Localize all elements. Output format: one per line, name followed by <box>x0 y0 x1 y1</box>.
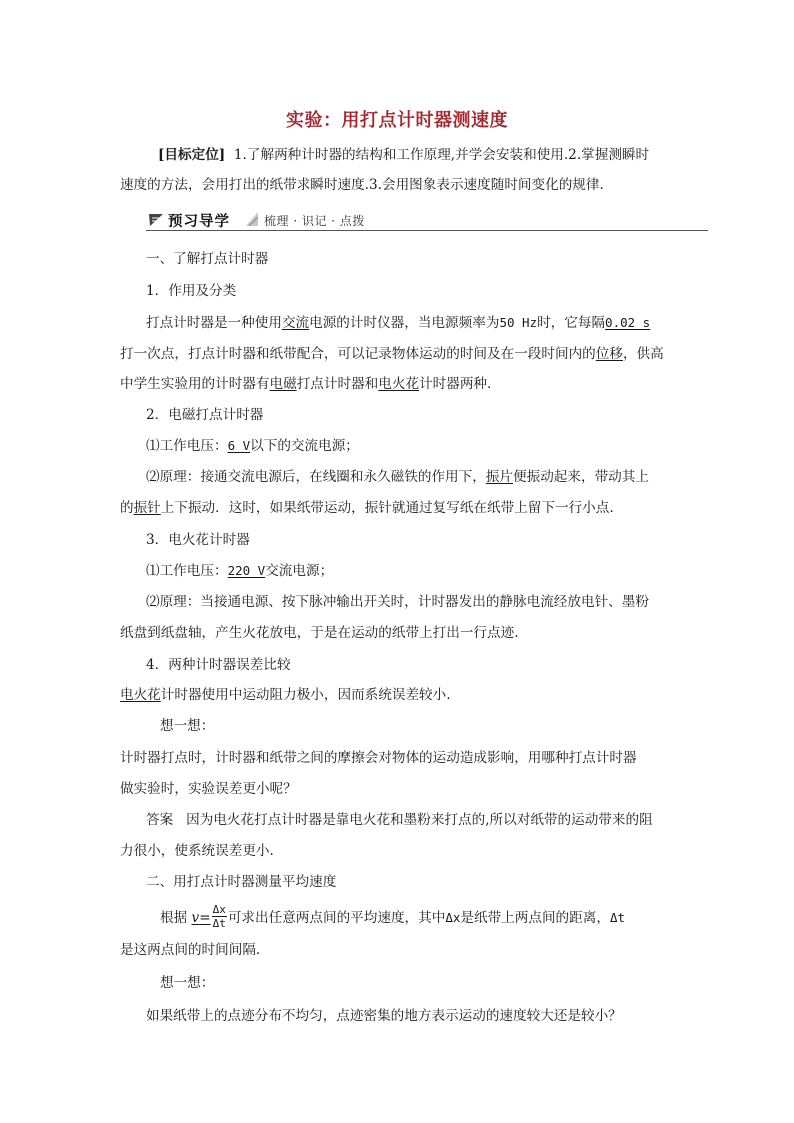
text-run: 可求出任意两点间的平均速度，其中 <box>227 910 446 926</box>
text-run: 计时器两种. <box>419 376 492 392</box>
formula-velocity: v <box>191 910 200 926</box>
fill-in-answer: 电火花 <box>378 376 420 392</box>
text-run: Δt <box>609 910 625 925</box>
formula-equals: = <box>199 910 211 926</box>
objective-line-2: 速度的方法，会用打出的纸带求瞬时速度.3.会用图象表示速度随时间变化的规律. <box>120 177 604 193</box>
s3-voltage <box>146 561 706 581</box>
s1-line-1 <box>146 313 706 333</box>
section-mark-icon <box>148 211 164 227</box>
fraction-numerator: Δx <box>212 903 226 916</box>
s1-line-2 <box>120 344 680 364</box>
objective-label: [目标定位] <box>158 147 226 163</box>
text-run: ⑴工作电压： <box>146 563 228 579</box>
fill-in-answer: 振片 <box>485 469 514 485</box>
text-run: 上下振动．这时，如果纸带运动，振针就通过复写纸在纸带上留下一行小点. <box>160 500 614 516</box>
text-run: ⑴工作电压： <box>146 438 228 454</box>
text-run: ，供高 <box>622 346 664 362</box>
text-run: 打点计时器是一种使用 <box>146 315 282 331</box>
objective-line-1 <box>158 145 718 165</box>
think1-question-2: 做实验时，实验误差更小呢？ <box>120 781 297 797</box>
text-run: 打一次点，打点计时器和纸带配合，可以记录物体运动的时间及在一段时间内的 <box>120 346 596 362</box>
s2-principle-2 <box>120 498 680 518</box>
s2-principle-1 <box>146 467 706 487</box>
s1-line-3 <box>120 374 680 394</box>
text-run: 50 Hz <box>499 315 538 330</box>
text-run: ⑵原理：接通交流电源后，在线圈和永久磁铁的作用下， <box>146 469 486 485</box>
text-run: 计时器使用中运动阻力极小，因而系统误差较小. <box>160 687 451 703</box>
section-band-subtitle-group <box>246 211 406 227</box>
text-run: Δx <box>445 910 461 925</box>
text-run: 是纸带上两点间的距离， <box>460 910 610 926</box>
s4-heading: 4．两种计时器误差比较 <box>146 657 291 673</box>
fill-in-answer: 0.02 s <box>605 315 651 330</box>
text-run: 电源的计时仪器，当电源频率为 <box>309 315 500 331</box>
think2-question: 如果纸带上的点迹分布不均匀，点迹密集的地方表示运动的速度较大还是较小？ <box>146 1008 622 1024</box>
text-run: 时，它每隔 <box>537 315 606 331</box>
formula-fraction <box>212 904 227 929</box>
section-band-title: 预习导学 <box>168 214 230 230</box>
s3-heading: 3．电火花计时器 <box>146 532 250 548</box>
answer-label: 答案 <box>146 812 174 828</box>
page-title: 实验：用打点计时器测速度 <box>286 110 508 131</box>
think1-answer-2: 力很小，使系统误差更小. <box>120 843 274 859</box>
text-run: 交流电源； <box>265 563 334 579</box>
slant-decoration-icon <box>246 212 258 226</box>
text-run: 因为电火花打点计时器是靠电火花和墨粉来打点的,所以对纸带的运动带来的阻 <box>186 812 653 828</box>
section-band-divider <box>146 230 708 231</box>
s3-principle-2: 纸盘到纸盘轴，产生火花放电，于是在运动的纸带上打出一行点迹. <box>120 625 519 641</box>
fill-in-answer: 电磁 <box>269 376 297 392</box>
think1-question-1: 计时器打点时，计时器和纸带之间的摩擦会对物体的运动造成影响，用哪种打点计时器 <box>120 750 637 766</box>
part2-formula-line <box>160 903 720 931</box>
part2-heading: 二、用打点计时器测量平均速度 <box>146 874 337 890</box>
fill-in-answer: 振针 <box>133 500 161 516</box>
text-run: 的 <box>120 500 134 516</box>
text-run: 以下的交流电源； <box>250 438 359 454</box>
s2-heading: 2．电磁打点计时器 <box>146 407 264 423</box>
s1-heading: 1．作用及分类 <box>146 283 237 299</box>
text-run: 打点计时器和 <box>296 376 379 392</box>
fill-in-answer: 6 V <box>227 438 251 453</box>
section-band-subtitle: 梳理 · 识记 · 点拨 <box>264 214 365 228</box>
section-band <box>146 209 708 231</box>
fill-in-answer: 220 V <box>227 563 266 578</box>
objective-text-1: 1.了解两种计时器的结构和工作原理,并学会安装和使用.2.掌握测瞬时 <box>233 147 650 163</box>
part2-line-2: 是这两点间的时间间隔. <box>120 942 261 958</box>
think2-label: 想一想： <box>160 975 215 991</box>
text-run: 根据 <box>160 910 188 926</box>
fraction-denominator: Δt <box>212 917 226 930</box>
s2-voltage <box>146 436 706 456</box>
text-run: 中学生实验用的计时器有 <box>120 376 270 392</box>
fill-in-answer: 交流 <box>281 315 310 331</box>
fill-in-answer: 电火花 <box>120 687 161 703</box>
think1-answer-1 <box>146 810 706 830</box>
think1-label: 想一想： <box>160 718 215 734</box>
s3-principle-1: ⑵原理：当接通电源、按下脉冲输出开关时，计时器发出的静脉电流经放电针、墨粉 <box>146 594 649 610</box>
part1-heading: 一、了解打点计时器 <box>146 251 269 267</box>
fill-in-answer: 位移 <box>595 346 623 362</box>
text-run: 便振动起来，带动其上 <box>513 469 649 485</box>
s4-line <box>120 685 680 705</box>
